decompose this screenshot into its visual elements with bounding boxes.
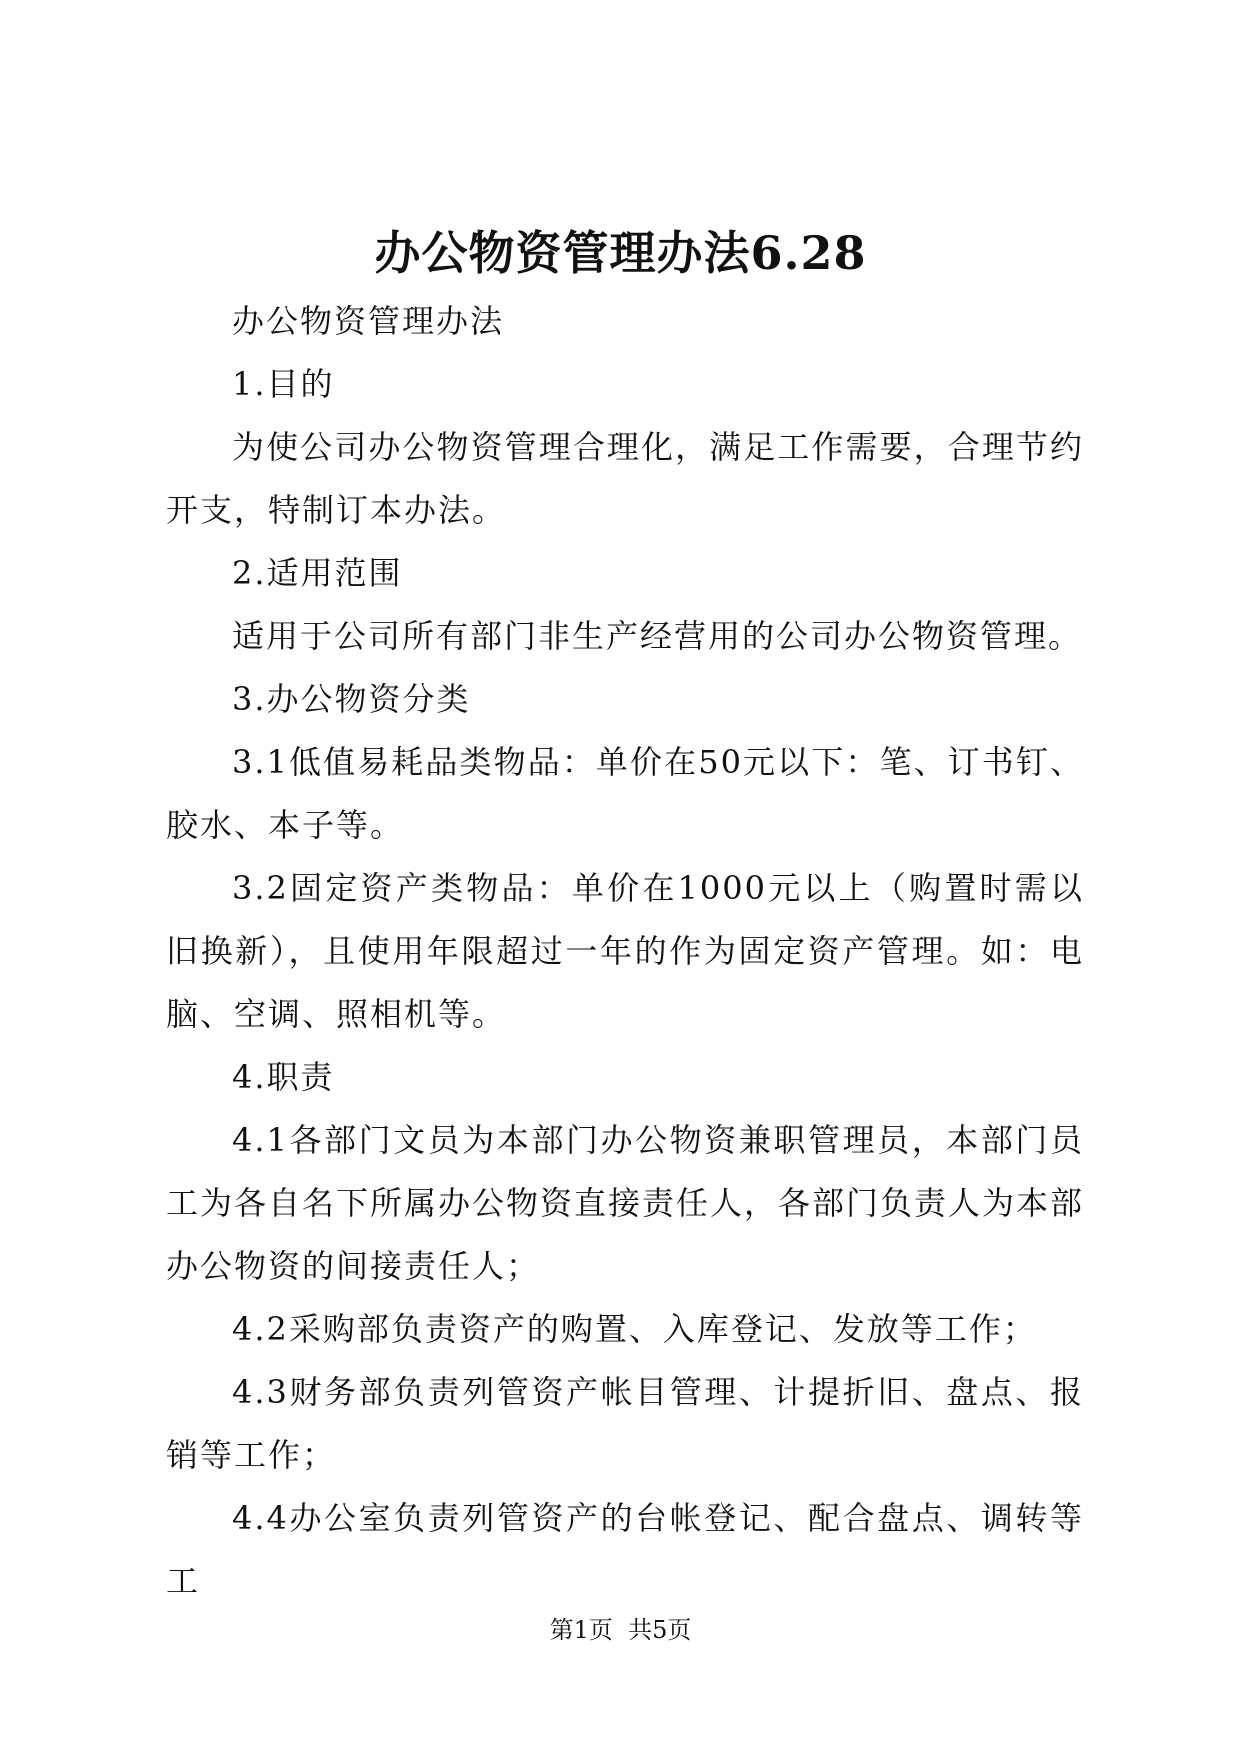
section-1-heading: 1.目的 xyxy=(232,365,335,403)
section-2-heading: 2.适用范围 xyxy=(232,554,403,592)
section-4-4-text: 4.4办公室负责列管资产的台帐登记、配合盘点、调转等工 xyxy=(166,1499,1084,1600)
section-4-2-text: 4.2采购部负责资产的购置、入库登记、发放等工作； xyxy=(232,1310,1037,1348)
section-3-2-text: 3.2固定资产类物品：单价在1000元以上（购置时需以旧换新），且使用年限超过一年的作为固定资产管理。如：电脑、空调、照相机等。 xyxy=(166,869,1084,1033)
section-4-heading: 4.职责 xyxy=(232,1058,335,1096)
section-4-3-text: 4.3财务部负责列管资产帐目管理、计提折旧、盘点、报销等工作； xyxy=(166,1373,1084,1474)
paragraph-heading: 办公物资管理办法 xyxy=(232,302,505,340)
page-footer xyxy=(0,1612,1241,1648)
section-1-text: 为使公司办公物资管理合理化，满足工作需要，合理节约开支，特制订本办法。 xyxy=(166,428,1084,529)
document-title: 办公物资管理办法6.28 xyxy=(374,226,867,280)
section-3-heading: 3.办公物资分类 xyxy=(232,680,471,718)
page-number-label: 第1页 共5页 xyxy=(549,1616,692,1644)
section-3-1-text: 3.1低值易耗品类物品：单价在50元以下：笔、订书钉、胶水、本子等。 xyxy=(166,743,1084,844)
section-2-text: 适用于公司所有部门非生产经营用的公司办公物资管理。 xyxy=(232,617,1083,655)
document-body xyxy=(166,290,1084,1613)
section-4-1-text: 4.1各部门文员为本部门办公物资兼职管理员，本部门员工为各自名下所属办公物资直接责任人，各部门负责人为本部办公物资的间接责任人； xyxy=(166,1121,1085,1285)
